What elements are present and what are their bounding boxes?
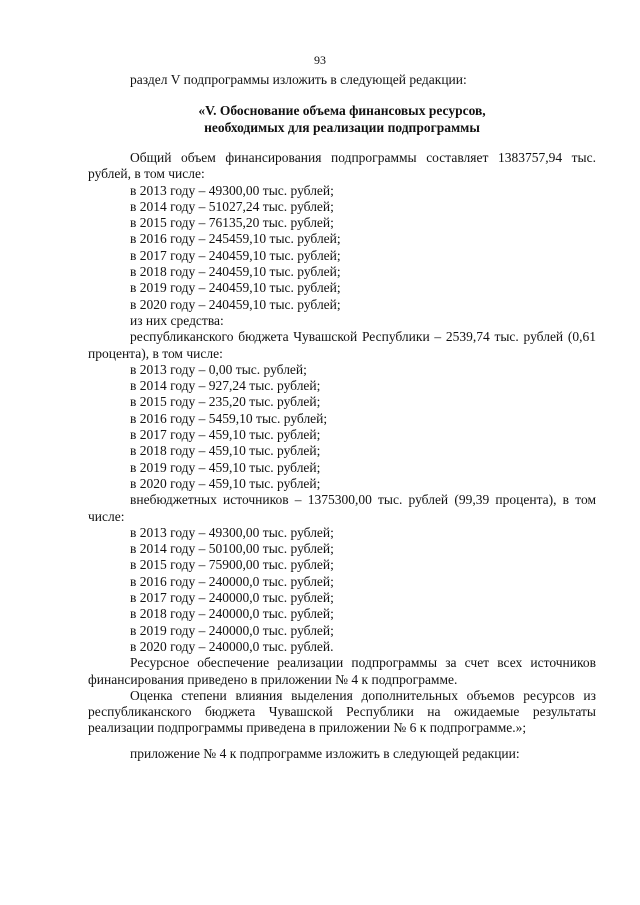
total-year-line: в 2020 году – 240459,10 тыс. рублей;: [130, 296, 341, 312]
offbudget-year-line: в 2018 году – 240000,0 тыс. рублей;: [130, 606, 334, 622]
section-heading-line2: необходимых для реализации подпрограммы: [204, 120, 480, 135]
total-paragraph: Общий объем финансирования подпрограммы составляет 1383757,94 тыс. рублей, в том числе:: [88, 150, 596, 182]
republic-year-line: в 2017 году – 459,10 тыс. рублей;: [130, 427, 321, 443]
total-year-line: в 2015 году – 76135,20 тыс. рублей;: [130, 215, 334, 231]
total-section: [88, 150, 596, 737]
intro-line-block: [88, 72, 596, 88]
offbudget-paragraph: внебюджетных источников – 1375300,00 тыс. рублей (99,39 процента), в том числе:: [88, 492, 596, 524]
section-heading-line1: «V. Обоснование объема финансовых ресурсов,: [198, 103, 486, 118]
resource-paragraph: Ресурсное обеспечение реализации подпрограммы за счет всех источников финансирования приведено в приложении № 4 к подпрограмме.: [88, 655, 596, 687]
republic-paragraph: республиканского бюджета Чувашской Республики – 2539,74 тыс. рублей (0,61 процента), в том числе:: [88, 329, 596, 361]
total-year-line: в 2017 году – 240459,10 тыс. рублей;: [130, 247, 341, 263]
republic-year-line: в 2013 году – 0,00 тыс. рублей;: [130, 361, 307, 377]
offbudget-year-line: в 2019 году – 240000,0 тыс. рублей;: [130, 622, 334, 638]
section-heading: [88, 102, 596, 136]
offbudget-year-line: в 2020 году – 240000,0 тыс. рублей.: [130, 638, 334, 654]
total-year-line: в 2018 году – 240459,10 тыс. рублей;: [130, 264, 341, 280]
total-year-line: в 2014 году – 51027,24 тыс. рублей;: [130, 198, 334, 214]
total-year-line: в 2019 году – 240459,10 тыс. рублей;: [130, 280, 341, 296]
republic-year-line: в 2015 году – 235,20 тыс. рублей;: [130, 394, 321, 410]
offbudget-year-line: в 2013 году – 49300,00 тыс. рублей;: [130, 524, 334, 540]
republic-year-line: в 2016 году – 5459,10 тыс. рублей;: [130, 410, 328, 426]
republic-year-line: в 2018 году – 459,10 тыс. рублей;: [130, 443, 321, 459]
appendix-block: [88, 746, 596, 762]
assessment-paragraph: Оценка степени влияния выделения дополнительных объемов ресурсов из республиканского бюджета Чувашской Республики на ожидаемые результаты реализации подпрограммы приведена в приложении № 6 к подпрограмме.»;: [88, 687, 596, 736]
total-year-line: в 2013 году – 49300,00 тыс. рублей;: [130, 182, 334, 198]
offbudget-year-line: в 2014 году – 50100,00 тыс. рублей;: [130, 541, 334, 557]
offbudget-year-line: в 2015 году – 75900,00 тыс. рублей;: [130, 557, 334, 573]
intro-line: раздел V подпрограммы изложить в следующей редакции:: [130, 72, 467, 87]
republic-year-line: в 2019 году – 459,10 тыс. рублей;: [130, 459, 321, 475]
page-number: 93: [314, 53, 326, 67]
offbudget-year-line: в 2016 году – 240000,0 тыс. рублей;: [130, 573, 334, 589]
republic-year-line: в 2020 году – 459,10 тыс. рублей;: [130, 475, 321, 491]
offbudget-year-line: в 2017 году – 240000,0 тыс. рублей;: [130, 590, 334, 606]
republic-year-line: в 2014 году – 927,24 тыс. рублей;: [130, 378, 321, 394]
sources-label: из них средства:: [130, 312, 224, 328]
total-year-line: в 2016 году – 245459,10 тыс. рублей;: [130, 231, 341, 247]
appendix-line: приложение № 4 к подпрограмме изложить в следующей редакции:: [130, 746, 520, 761]
